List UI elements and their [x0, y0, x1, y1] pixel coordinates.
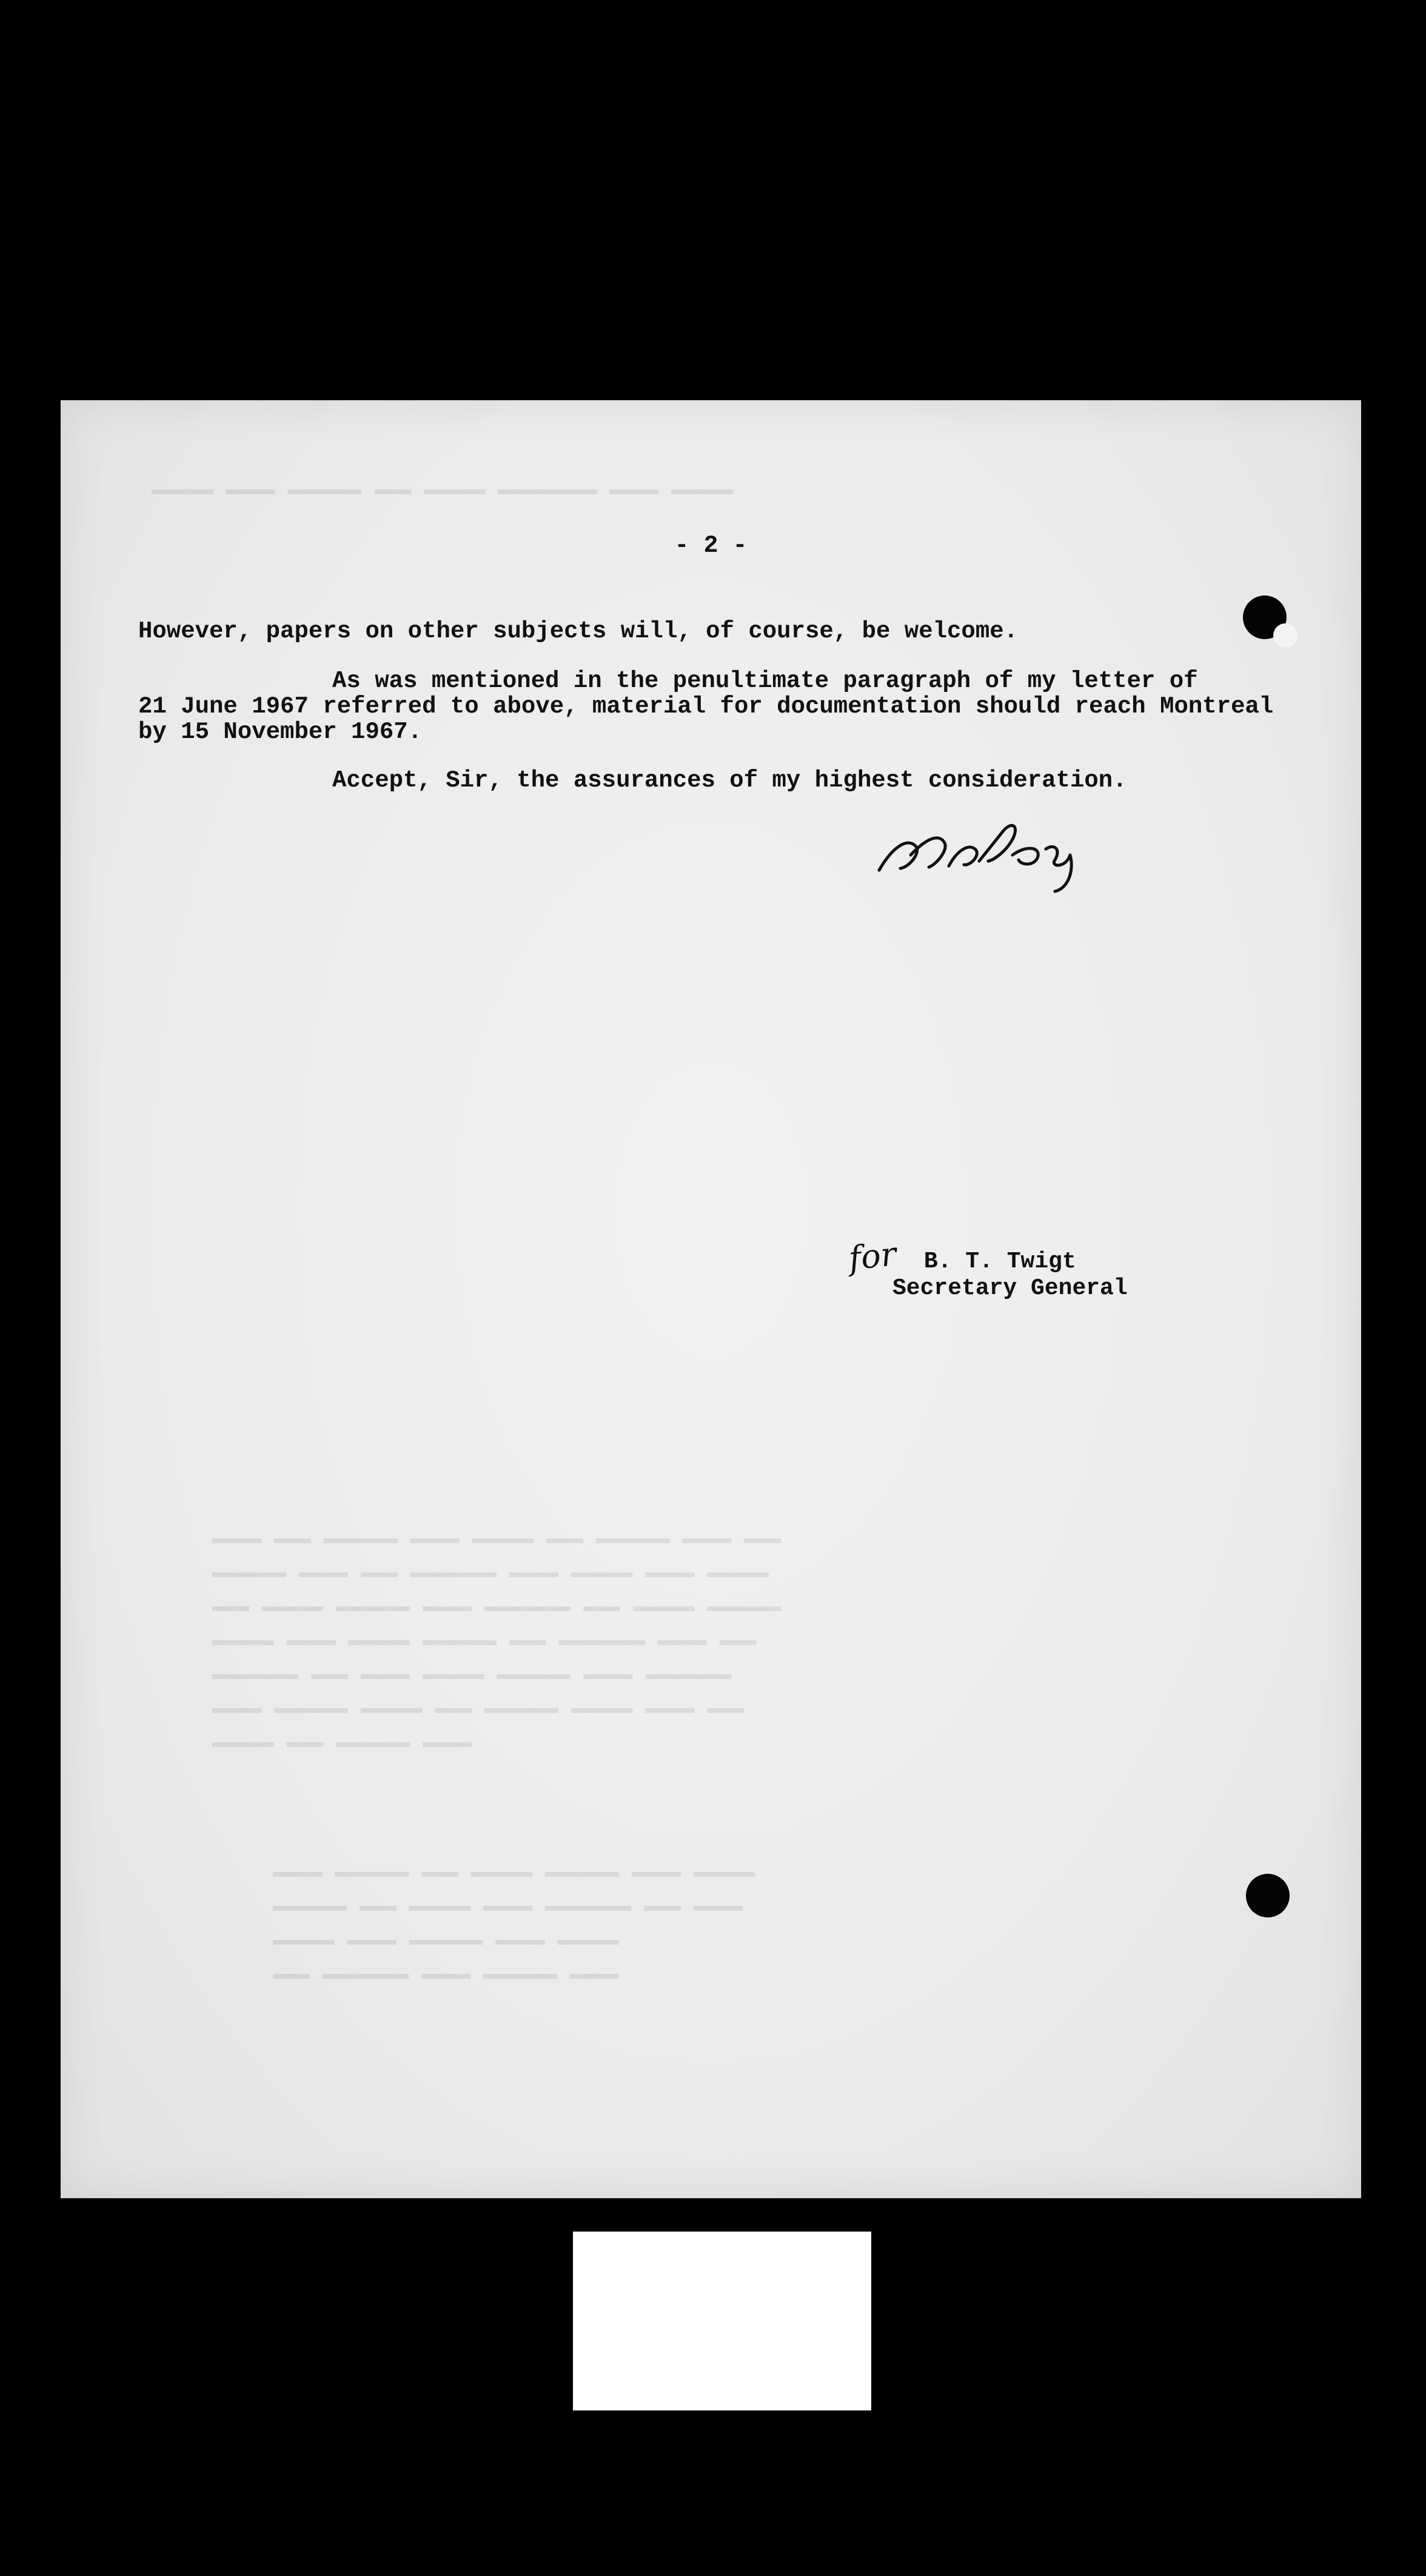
closing-line: Accept, Sir, the assurances of my highest consideration.	[332, 767, 1127, 794]
signatory-name: B. T. Twigt	[923, 1249, 1076, 1275]
paragraph-2-line-3: by 15 November 1967.	[138, 719, 423, 745]
bleed-through-texture: ▬▬▬▬ ▬▬▬ ▬▬▬▬▬▬ ▬▬▬▬ ▬▬▬▬▬ ▬▬▬ ▬▬▬▬▬▬ ▬▬▬▬ ▬▬▬ ▬▬▬▬▬▬ ▬▬▬▬ ▬▬▬ ▬▬▬▬▬▬▬ ▬▬▬▬ ▬▬▬▬▬ ▬▬▬▬ ▬▬▬▬▬ ▬▬▬ ▬▬▬▬▬ ▬▬▬▬▬▬ ▬▬▬▬ ▬▬▬▬▬▬▬ ▬▬▬ ▬▬▬▬▬ ▬▬▬▬▬▬ ▬▬▬▬▬ ▬▬▬▬ ▬▬▬▬▬ ▬▬▬▬▬▬ ▬▬▬ ▬▬▬▬▬▬▬ ▬▬▬▬ ▬▬▬ ▬▬▬▬▬▬▬ ▬▬▬ ▬▬▬▬ ▬▬▬▬▬ ▬▬▬▬▬▬ ▬▬▬▬ ▬▬▬▬▬▬▬ ▬▬▬▬ ▬▬▬▬▬▬ ▬▬▬▬▬ ▬▬▬ ▬▬▬▬▬▬ ▬▬▬▬▬ ▬▬▬▬ ▬▬▬ ▬▬▬▬▬ ▬▬▬ ▬▬▬▬▬▬ ▬▬▬▬	[212, 1528, 782, 1754]
paragraph-1: However, papers on other subjects will, of course, be welcome.	[138, 618, 1019, 645]
paragraph-2-line-1: As was mentioned in the penultimate paragraph of my letter of	[332, 668, 1198, 694]
bleed-through-texture: ▬▬▬▬ ▬▬▬▬▬▬ ▬▬▬ ▬▬▬▬▬ ▬▬▬▬▬▬ ▬▬▬▬ ▬▬▬▬▬ ▬▬▬▬▬▬ ▬▬▬ ▬▬▬▬▬ ▬▬▬▬ ▬▬▬▬▬▬▬ ▬▬▬ ▬▬▬▬ ▬▬▬▬▬ ▬▬▬▬ ▬▬▬▬▬▬ ▬▬▬▬ ▬▬▬▬▬ ▬▬▬ ▬▬▬▬▬▬▬ ▬▬▬▬ ▬▬▬▬▬▬ ▬▬▬▬	[273, 1861, 755, 1986]
punch-hole-glare	[1273, 623, 1297, 648]
bleed-through-texture: ▬▬▬▬▬ ▬▬▬▬ ▬▬▬▬▬▬ ▬▬▬ ▬▬▬▬▬ ▬▬▬▬▬▬▬▬ ▬▬▬▬ ▬▬▬▬▬	[152, 478, 733, 501]
paragraph-2-line-2: 21 June 1967 referred to above, material for documentation should reach Montreal	[138, 693, 1274, 720]
signature-block	[846, 1235, 1128, 1302]
signatory-title: Secretary General	[892, 1275, 1128, 1301]
handwritten-signature	[873, 813, 1128, 897]
page-number: - 2 -	[674, 532, 748, 560]
punch-hole-bottom	[1246, 1874, 1290, 1917]
signature-prefix: for	[846, 1235, 899, 1278]
blank-label-card	[573, 2232, 871, 2410]
document-page	[61, 400, 1361, 2198]
